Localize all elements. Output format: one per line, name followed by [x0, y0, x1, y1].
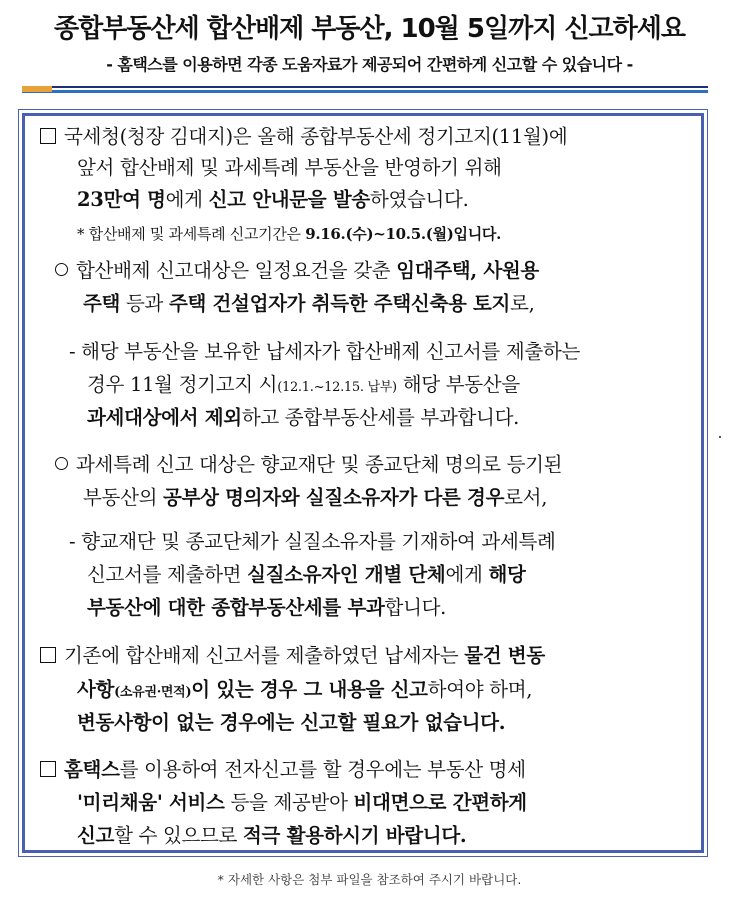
p2-line-2: 주택 등과 주택 건설업자가 취득한 주택신축용 토지로,	[83, 292, 535, 315]
p3-line-3: - 향교재단 및 종교단체가 실질소유자를 기재하여 과세특례	[69, 530, 556, 553]
p1-note: * 합산배제 및 과세특례 신고기간은 9.16.(수)~10.5.(월)입니다.	[77, 225, 502, 243]
page-subtitle: - 홈택스를 이용하면 각종 도움자료가 제공되어 간편하게 신고할 수 있습니다 -	[106, 55, 633, 74]
p5-line-3: 신고할 수 있으므로 적극 활용하시기 바랍니다.	[77, 824, 467, 847]
p3-line-5: 부동산에 대한 종합부동산세를 부과합니다.	[87, 596, 447, 619]
p3-line-4: 신고서를 제출하면 실질소유자인 개별 단체에게 해당	[87, 563, 526, 586]
square-bullet-icon	[40, 128, 56, 144]
p2-line-4: 경우 11월 정기고지 시(12.1.~12.15. 납부) 해당 부동산을	[87, 373, 520, 396]
header-divider-blue	[22, 90, 708, 93]
p4-line-1: 기존에 합산배제 신고서를 제출하였던 납세자는 물건 변동	[40, 640, 545, 671]
square-bullet-icon	[40, 647, 56, 663]
circle-bullet-icon	[55, 457, 68, 470]
p2-line-5: 과세대상에서 제외하고 종합부동산세를 부과합니다.	[87, 406, 520, 429]
page-title: 종합부동산세 합산배제 부동산, 10월 5일까지 신고하세요	[54, 14, 685, 44]
p1-line-1: 국세청(청장 김대지)은 올해 종합부동산세 정기고지(11월)에	[40, 121, 567, 152]
stray-dot	[719, 436, 721, 438]
footnote: * 자세한 사항은 첨부 파일을 참조하여 주시기 바랍니다.	[217, 872, 522, 887]
square-bullet-icon	[40, 761, 56, 777]
content-box	[22, 113, 704, 853]
p2-line-1: 합산배제 신고대상은 일정요건을 갖춘 임대주택, 사원용	[55, 255, 539, 286]
p1-line-2: 앞서 합산배제 및 과세특례 부동산을 반영하기 위해	[77, 156, 502, 179]
p4-line-3: 변동사항이 없는 경우에는 신고할 필요가 없습니다.	[77, 711, 506, 734]
p3-line-1: 과세특례 신고 대상은 향교재단 및 종교단체 명의로 등기된	[55, 449, 562, 480]
p5-line-1: 홈택스를 이용하여 전자신고를 할 경우에는 부동산 명세	[40, 754, 526, 785]
header-divider-dark	[22, 86, 708, 88]
p5-line-2: '미리채움' 서비스 등을 제공받아 비대면으로 간편하게	[77, 791, 527, 814]
p2-line-3: - 해당 부동산을 보유한 납세자가 합산배제 신고서를 제출하는	[69, 340, 581, 363]
p1-line-3: 23만여 명에게 신고 안내문을 발송하였습니다.	[77, 188, 469, 211]
circle-bullet-icon	[55, 263, 68, 276]
p3-line-2: 부동산의 공부상 명의자와 실질소유자가 다른 경우로서,	[83, 486, 548, 509]
p4-line-2: 사항(소유권·면적)이 있는 경우 그 내용을 신고하여야 하며,	[77, 678, 533, 701]
header-divider-accent	[22, 86, 52, 92]
